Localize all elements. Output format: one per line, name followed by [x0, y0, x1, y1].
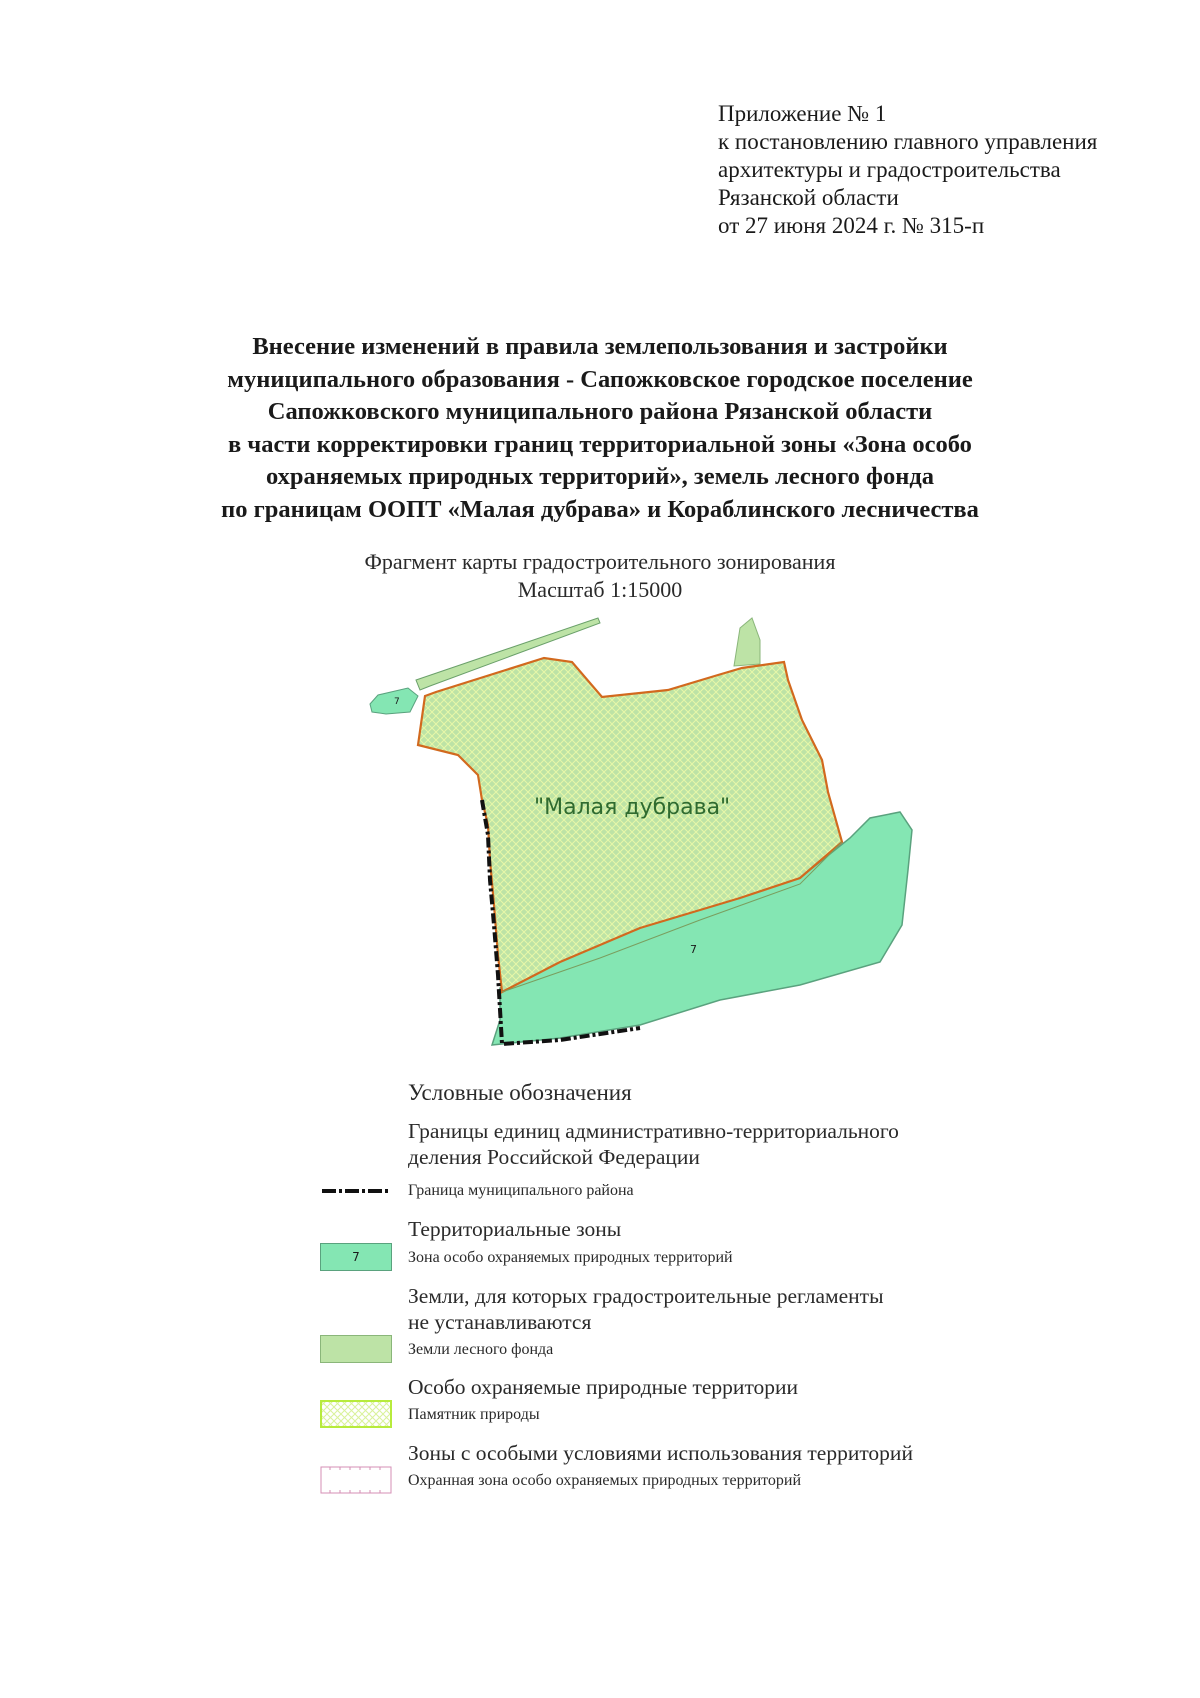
- legend-admin-heading-1: Границы единиц административно-территориального: [408, 1119, 899, 1143]
- appendix-line-3: архитектуры и градостроительства: [718, 157, 1061, 182]
- monument-swatch: [320, 1400, 392, 1428]
- legend-forest-label: Земли лесного фонда: [408, 1341, 554, 1358]
- legend-heading: Условные обозначения: [408, 1080, 632, 1105]
- title-line-6: по границам ООПТ «Малая дубрава» и Кораблинского лесничества: [221, 495, 979, 523]
- legend-district-border-label: Граница муниципального района: [408, 1182, 634, 1199]
- legend-lands-heading-1: Земли, для которых градостроительные регламенты: [408, 1284, 884, 1308]
- zone-swatch: 7: [320, 1243, 392, 1271]
- legend-zones-heading: Территориальные зоны: [408, 1217, 622, 1241]
- map-area-label: "Малая дубрава": [534, 795, 731, 820]
- legend-buffer-label: Охранная зона особо охраняемых природных территорий: [408, 1472, 802, 1489]
- title-line-4: в части корректировки границ территориальной зоны «Зона особо: [228, 430, 972, 458]
- appendix-line-4: Рязанской области: [718, 185, 899, 210]
- district-border-swatch: [320, 1184, 392, 1198]
- map-zone-number-small: 7: [394, 697, 400, 707]
- legend-lands-heading-2: не устанавливаются: [408, 1310, 592, 1334]
- forest-swatch: [320, 1335, 392, 1363]
- legend-monument-label: Памятник природы: [408, 1406, 540, 1423]
- appendix-line-1: Приложение № 1: [718, 101, 887, 126]
- appendix-line-2: к постановлению главного управления: [718, 129, 1098, 154]
- title-line-3: Сапожковского муниципального района Рязанской области: [267, 398, 933, 426]
- legend-admin-heading-2: деления Российской Федерации: [408, 1145, 700, 1169]
- map-scale: Масштаб 1:15000: [517, 577, 683, 602]
- title-line-2: муниципального образования - Сапожковское городское поселение: [227, 365, 973, 393]
- title-line-1: Внесение изменений в правила землепользования и застройки: [252, 333, 948, 360]
- map-fragment-caption: Фрагмент карты градостроительного зонирования: [364, 549, 836, 574]
- appendix-line-5: от 27 июня 2024 г. № 315-п: [718, 213, 985, 238]
- legend-special-heading: Зоны с особыми условиями использования территорий: [408, 1441, 913, 1465]
- map-zone-number: 7: [690, 943, 697, 956]
- appendix-header: [718, 100, 1097, 240]
- title-line-5: охраняемых природных территорий», земель лесного фонда: [266, 463, 934, 491]
- map-forest-parcel-top: [734, 618, 760, 666]
- buffer-zone-swatch: [320, 1466, 392, 1494]
- document-title: [100, 331, 1100, 527]
- zoning-map: [355, 610, 925, 1070]
- legend-zone-label: Зона особо охраняемых природных территорий: [408, 1249, 733, 1266]
- map-subtitle: [150, 548, 1050, 604]
- legend-protected-heading: Особо охраняемые природные территории: [408, 1375, 799, 1399]
